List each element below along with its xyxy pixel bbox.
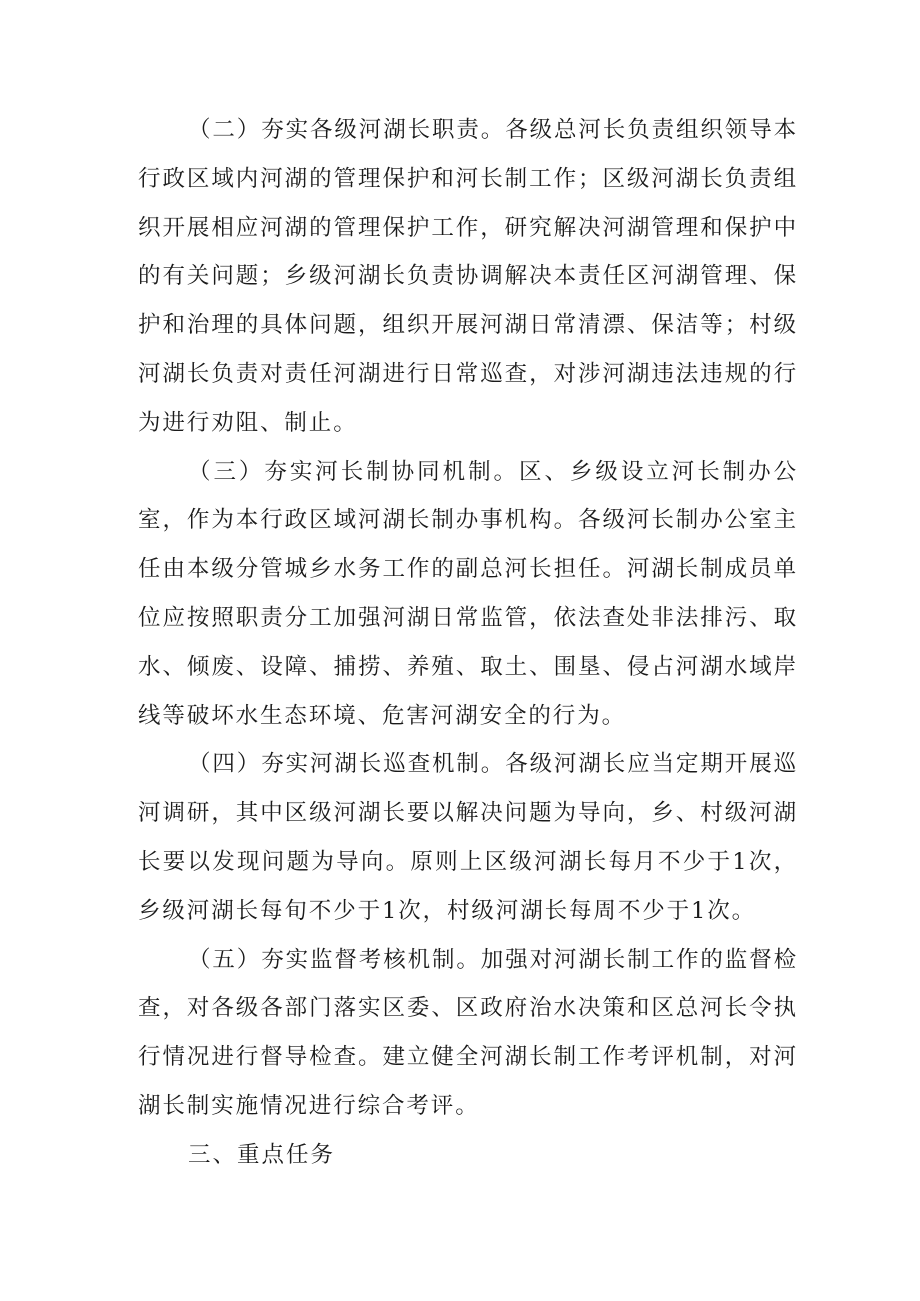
paragraph-supervision-assessment: （五）夯实监督考核机制。加强对河湖长制工作的监督检查，对各级各部门落实区委、区政府治水决策和区总河长令执行情况进行督导检查。建立健全河湖长制工作考评机制，对河湖长制实施情况进行综合考评。 <box>138 946 799 1119</box>
paragraph-coordination-mechanism: （三）夯实河长制协同机制。区、乡级设立河长制办公室，作为本行政区域河湖长制办事机构。各级河长制办公室主任由本级分管城乡水务工作的副总河长担任。河湖长制成员单位应按照职责分工加强河湖日常监管，依法查处非法排污、取水、倾废、设障、捕捞、养殖、取土、围垦、侵占河湖水域岸线等破坏水生态环境、危害河湖安全的行为。 <box>138 458 798 729</box>
paragraph-river-chief-duties: （二）夯实各级河湖长职责。各级总河长负责组织领导本行政区域内河湖的管理保护和河长制工作；区级河湖长负责组织开展相应河湖的管理保护工作，研究解决河湖管理和保护中的有关问题；乡级河湖长负责协调解决本责任区河湖管理、保护和治理的具体问题，组织开展河湖日常清漂、保洁等；村级河湖长负责对责任河湖进行日常巡查，对涉河湖违法违规的行为进行劝阻、制止。 <box>138 117 799 436</box>
document-body <box>138 106 798 1180</box>
section-heading-key-tasks: 三、重点任务 <box>188 1141 336 1168</box>
paragraph-patrol-mechanism: （四）夯实河湖长巡查机制。各级河湖长应当定期开展巡河调研，其中区级河湖长要以解决问题为导向，乡、村级河湖长要以发现问题为导向。原则上区级河湖长每月不少于1次，乡级河湖长每旬不少于1次，村级河湖长每周不少于1次。 <box>138 751 799 924</box>
